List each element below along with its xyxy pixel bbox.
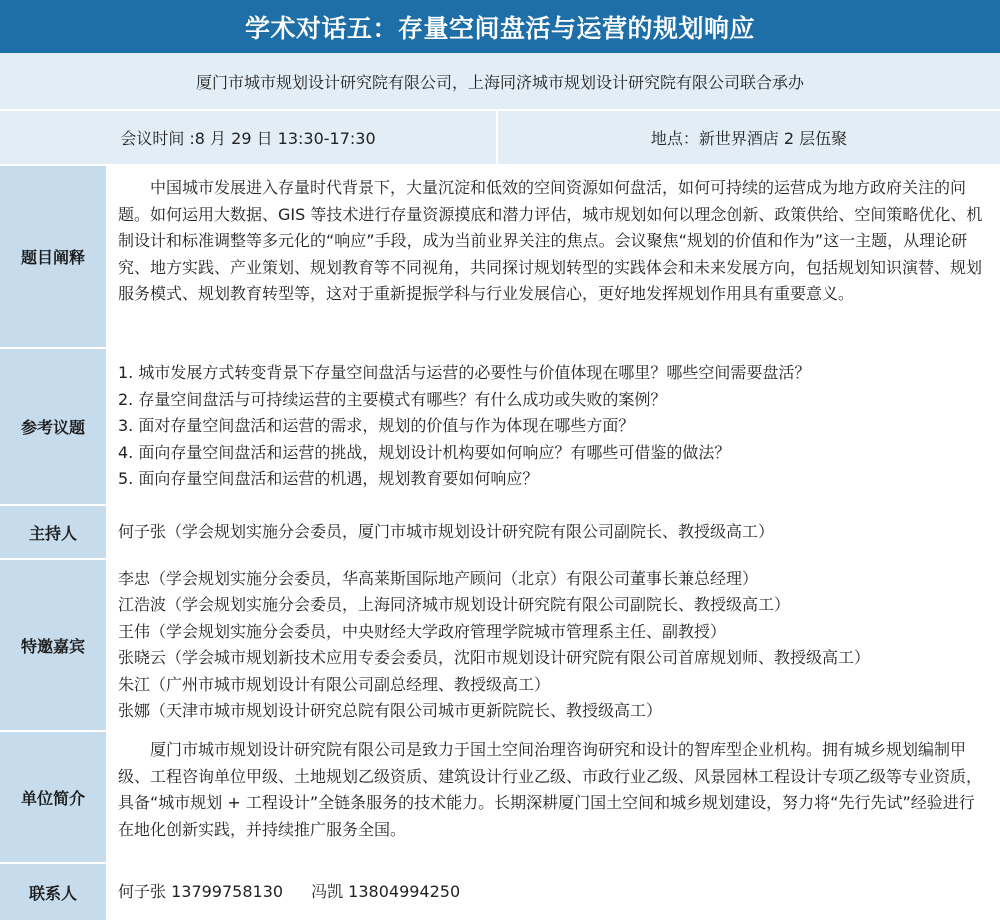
guest-item: 张晓云（学会城市规划新技术应用专委会委员，沈阳市规划设计研究院有限公司首席规划师、教授级高工）: [118, 648, 871, 667]
contact-info: [108, 864, 1000, 920]
issue-item: 3. 面对存量空间盘活和运营的需求，规划的价值与作为体现在哪些方面？: [118, 416, 635, 436]
organizers-row: [0, 53, 1000, 111]
issues-label: 参考议题: [0, 349, 108, 504]
host-text: 何子张（学会规划实施分会委员，厦门市城市规划设计研究院有限公司副院长、教授级高工）: [108, 506, 1000, 558]
guests-label: 特邀嘉宾: [0, 560, 108, 730]
organizers-text: 厦门市城市规划设计研究院有限公司，上海同济城市规划设计研究院有限公司联合承办: [195, 72, 804, 92]
topic-row: [0, 166, 1000, 349]
guest-item: 张娜（天津市城市规划设计研究总院有限公司城市更新院院长、教授级高工）: [118, 701, 663, 720]
host-row: [0, 506, 1000, 560]
contact-person-2: 冯凯 13804994250: [311, 881, 461, 901]
guest-item: 江浩波（学会规划实施分会委员，上海同济城市规划设计研究院有限公司副院长、教授级高工）: [118, 595, 791, 614]
topic-label: 题目阐释: [0, 166, 108, 347]
meeting-info-row: [0, 111, 1000, 166]
issues-list: [108, 349, 1000, 504]
topic-text: 中国城市发展进入存量时代背景下，大量沉淀和低效的空间资源如何盘活，如何可持续的运营成为地方政府关注的问题。如何运用大数据、GIS 等技术进行存量资源摸底和潜力评估，城市规划如何以理念创新、政策供给、空间策略优化、机制设计和标准调整等多元化的“响应”手段，成为当前业界关注的焦点。会议聚焦“规划的价值和作为”这一主题，从理论研究、地方实践、产业策划、规划教育等不同视角，共同探讨规划转型的实践体会和未来发展方向，包括规划知识演替、规划服务模式、规划教育转型等，这对于重新提振学科与行业发展信心，更好地发挥规划作用具有重要意义。: [108, 166, 1000, 347]
issue-item: 4. 面向存量空间盘活和运营的挑战，规划设计机构要如何响应？有哪些可借鉴的做法？: [118, 442, 731, 462]
guest-item: 王伟（学会规划实施分会委员，中央财经大学政府管理学院城市管理系主任、副教授）: [118, 621, 727, 641]
contact-row: [0, 864, 1000, 920]
meeting-time: 会议时间 :8 月 29 日 13:30-17:30: [0, 111, 496, 164]
contact-person-1: 何子张 13799758130: [118, 881, 284, 901]
meeting-location: 地点：新世界酒店 2 层伍聚: [496, 111, 1000, 164]
intro-label: 单位简介: [0, 732, 108, 862]
host-label: 主持人: [0, 506, 108, 558]
guest-item: 李忠（学会规划实施分会委员，华高莱斯国际地产顾问（北京）有限公司董事长兼总经理）: [118, 568, 759, 588]
page-title: 学术对话五：存量空间盘活与运营的规划响应: [0, 0, 1000, 53]
guests-row: [0, 560, 1000, 732]
guests-list: [108, 560, 1000, 730]
issue-item: 2. 存量空间盘活与可持续运营的主要模式有哪些？有什么成功或失败的案例？: [118, 389, 667, 409]
issue-item: 5. 面向存量空间盘活和运营的机遇，规划教育要如何响应？: [118, 469, 539, 489]
intro-text: 厦门市城市规划设计研究院有限公司是致力于国土空间治理咨询研究和设计的智库型企业机构。拥有城乡规划编制甲级、工程咨询单位甲级、土地规划乙级资质、建筑设计行业乙级、市政行业乙级、风景园林工程设计专项乙级等专业资质，具备“城市规划 + 工程设计”全链条服务的技术能力。长期深耕厦门国土空间和城乡规划建设，努力将“先行先试”经验进行在地化创新实践，并持续推广服务全国。: [108, 732, 1000, 862]
guest-item: 朱江（广州市城市规划设计有限公司副总经理、教授级高工）: [118, 674, 551, 694]
intro-row: [0, 732, 1000, 864]
issue-item: 1. 城市发展方式转变背景下存量空间盘活与运营的必要性与价值体现在哪里？哪些空间需要盘活？: [118, 363, 811, 383]
issues-row: [0, 349, 1000, 506]
contact-label: 联系人: [0, 864, 108, 920]
